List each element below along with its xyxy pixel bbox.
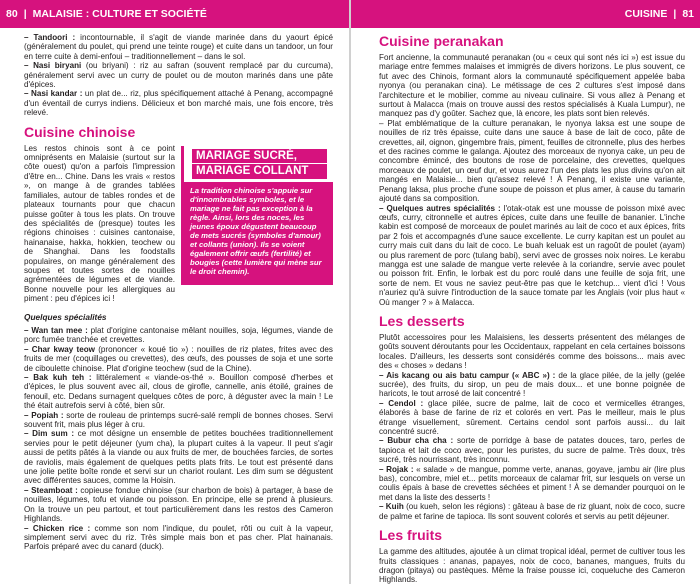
specialty-item-term: – Steamboat : bbox=[24, 485, 78, 495]
left-page bbox=[0, 0, 349, 584]
dessert-item-text: « salade » de mangue, pomme verte, ananas, goyave, jambu air (lire plus bas), concombre, miel et... petits morceaux de calamar frit, sur lesquels on verse un coulis épais à base de crevettes séchées et piment ! À se demander pourquoi on le met dans la liste des desserts ! bbox=[379, 464, 685, 502]
dessert-item bbox=[379, 502, 685, 521]
peranakan-item bbox=[379, 204, 685, 307]
specialty-item bbox=[24, 411, 333, 430]
specialty-item-text: comme son nom l'indique, du poulet, rôti ou cuit à la vapeur, simplement servi avec du riz. Très simple mais bon et pas cher. Plat hainanais. Parfois préparé avec du canard (duck). bbox=[24, 523, 333, 552]
desserts-list bbox=[379, 371, 685, 522]
intro-item bbox=[24, 33, 333, 61]
specialty-item-term: – Chicken rice : bbox=[24, 523, 91, 533]
chinese-intro-paragraph: Les restos chinois sont à ce point omniprésents en Malaisie (surtout sur la côte ouest) qu'on a parfois l'impression d'être en... Chine. Dans les vrais « restos », on mange à de grandes tablées familiales, autour de tables rondes et de plateaux tournants pour que chacun puisse goûter à tous les plats. On trouve des spécialités de (presque) toutes les régions chinoises : cuisines cantonaise, hainanaise, hakka, hokkien, teochew ou de Shanghai. Dans les foodstalls populaires, on mange généralement des soupes et toutes sortes de nouilles agrémentées de légumes et de viande. Bonne nouvelle pour les allergiques au piment : peu d'épices ici ! bbox=[24, 143, 175, 304]
box-title-line2: MARIAGE COLLANT bbox=[192, 164, 327, 179]
intro-item-term: – Nasi biryani bbox=[24, 61, 82, 71]
intro-item-text: un plat de... riz, plus spécifiquement attaché à Penang, accompagné d'un éventail de currys indiens. Délicieux et bon marché mais, une fois encore, très relevé. bbox=[24, 89, 333, 118]
specialty-item bbox=[24, 429, 333, 485]
specialty-item-term: – Bak kuh teh : bbox=[24, 373, 92, 382]
peranakan-item-text: l'otak-otak est une mousse de poisson mixé avec œufs, curry, citronnelle et autres épices, cuite dans une feuille de bananier. L'inche kabin est composé de morceaux de poulet marinés au lait de coco et aux épices, frits par 2 fois et accompagnés d'une sauce excellente. Le curry kapitan est un poulet au curry mais cuit dans du lait de coco. Le buah keluak est un ragoût de poulet (ayam) ou plus rarement de porc (tulang babi), servi avec de grosses noix noires. Le kerabu mangga est une salade de mangue verte relevée à la coriandre, servie avec poulet ou poisson frit. Enfin, le lorbak est du porc roulé dans une feuille de soja frit, une sorte de nem. Et vous ne saviez peut-être pas que le ketchup... vient d'ici ! Vous n'auriez qu'à suivre l'introduction de la sauce tomate par les Anglais (voir plus haut « Où manger ? » à Malacca. bbox=[379, 203, 685, 307]
specialty-item-term: – Wan tan mee : bbox=[24, 325, 88, 335]
specialty-item bbox=[24, 326, 333, 345]
subsection-title-specialites: Quelques spécialités bbox=[24, 311, 107, 322]
specialty-item bbox=[24, 345, 333, 373]
specialty-item-text: sorte de rouleau de printemps sucré-salé rempli de bonnes choses. Servi souvent frit, mais plus léger à cru. bbox=[24, 410, 333, 430]
peranakan-item-text: – Plat emblématique de la culture peranakan, le nyonya laksa est une soupe de nouilles de riz très épaisse, cuite dans une sauce à base de lait de coco, pâte de crevettes, ail, oignon, gingembre frais, piment, feuilles de citronnelle, plus des herbes et des racines comme le galanga. Ajoutez des morceaux de nyonya cake, un peu de concombre émincé, des boutons de rose de porcelaine, des crevettes, quelques morceaux de poulet, un œuf dur, et vous aurez l'un des plats les plus divins qu'on ait mangés en Malaisie... bien qu'assez relevé ! À Penang, il existe une variante, Penang laksa, plus proche d'une soupe de poisson et plus amer, à cause du tamarin ajouté dans sa composition. bbox=[379, 118, 685, 204]
specialty-item-term: – Dim sum : bbox=[24, 429, 75, 439]
specialty-item-text: plat d'origine cantonaise mêlant nouilles, soja, légumes, viande de porc fumée tranchée et crevettes. bbox=[24, 325, 333, 345]
peranakan-item bbox=[379, 119, 685, 204]
dessert-item-term: – Rojak : bbox=[379, 464, 414, 474]
dessert-item-term: – Kuih bbox=[379, 502, 404, 512]
intro-item bbox=[24, 89, 333, 117]
fruits-paragraph: La gamme des altitudes, ajoutée à un climat tropical idéal, permet de cultiver tous les fruits classiques : ananas, papayes, noix de coco, bananes, mangues, fruits du dragon (pitaya) ou pastèques. Même la fraise pousse ici, coqueluche des Cameron Highlands. bbox=[379, 547, 685, 584]
intro-item-text: incontournable, il s'agit de viande marinée dans du yaourt épicé (généralement du poulet, qui prend une teinte rouge) et cuite dans un tandoor, un four en terre cuite à demi-enfoui – traditionnellement – dans le sol. bbox=[24, 33, 333, 61]
box-title-line1: MARIAGE SUCRÉ, bbox=[192, 149, 327, 164]
specialty-item-term: – Popiah : bbox=[24, 410, 64, 420]
header-separator: | bbox=[23, 8, 27, 20]
left-column bbox=[24, 33, 333, 552]
box-title bbox=[184, 146, 333, 182]
page-edge-tab-right bbox=[692, 144, 700, 170]
peranakan-paragraphs bbox=[379, 53, 685, 307]
section-title-peranakan: Cuisine peranakan bbox=[379, 33, 504, 49]
peranakan-item-text: Fort ancienne, la communauté peranakan (ou « ceux qui sont nés ici ») est issue du mariage entre femmes malaises et immigrés de divers horizons. Le plus souvent, ce fut avec des Chinois, formant alors la communauté spécifiquement appelée baba nyonya (ou peranakan cina). Le métissage de ces 2 cultures s'est imposé dans l'architecture et le mobilier, comme au niveau culinaire. Si vous allez à Penang et surtout à Malacca (mais on trouve aussi des restos spécialisés à Kuala Lumpur), ne manquez pas d'y goûter. Sachez que, là encore, les plats sont bien relevés. bbox=[379, 53, 685, 119]
dessert-item-text: de la glace pilée, de la jelly (gelée sucrée), des fruits, du sirop, un peu de mais doux... et une bonne poignée de haricots, le tout arrosé de lait concentré ! bbox=[379, 370, 686, 399]
dessert-item-text: (ou kueh, selon les régions) : gâteau à base de riz gluant, noix de coco, sucre de palme et farine de tapioca. Ils sont souvent colorés et servis au petit déjeuner. bbox=[379, 502, 685, 521]
specialty-item-text: (prononcer « koué tio ») : nouilles de riz plates, frites avec des fruits de mer (coquillages ou crevettes), des œufs, des pousses de soja et une sorte de ciboulette chinoise. Plat d'origine teochew (sud de la Chine). bbox=[24, 344, 333, 373]
dessert-item-term: – Cendol : bbox=[379, 398, 424, 408]
sidebar-box-mariage bbox=[181, 146, 333, 285]
peranakan-item bbox=[379, 53, 685, 119]
right-running-title: CUISINE bbox=[624, 8, 668, 20]
dessert-item-term: – Bubur cha cha : bbox=[379, 436, 454, 446]
right-page-number: 81 bbox=[682, 8, 694, 20]
right-column bbox=[379, 33, 685, 584]
peranakan-item-term: – Quelques autres spécialités : bbox=[379, 203, 501, 213]
specialty-item bbox=[24, 524, 333, 552]
dessert-item-term: – Ais kacang ou ais batu campur (« ABC ») : bbox=[379, 370, 556, 380]
specialty-item-text: ce mot désigne un ensemble de petites bouchées traditionnellement servies pour le petit déjeuner (yum cha), la plupart cuites à la vapeur. Il peut s'agir aussi de petits pâtés à la viande ou aux fruits de mer, de bouchées farcies, de sortes de raviolis, mais également de quelques petits plats frits. Le tout est présenté dans une jolie petite boîte ronde et servi sur un chariot roulant. Les dim sum se dégustent avec différentes sauces, comme la Hoisin. bbox=[24, 429, 333, 486]
intro-item-text: (ou briyani) : riz au safran (souvent remplacé par du curcuma), généralement servi avec un curry de poulet ou de mouton marinés dans une pâte d'épices. bbox=[24, 61, 333, 90]
page-edge-tab-left bbox=[0, 160, 8, 186]
right-page-header bbox=[351, 0, 700, 28]
dessert-item bbox=[379, 465, 685, 503]
specialty-item bbox=[24, 486, 333, 524]
left-page-number: 80 bbox=[6, 8, 18, 20]
dessert-item-text: sorte de porridge à base de patates douces, taro, perles de tapioca et lait de coco avec, pour les puristes, du sucre de palme. Très doux, très sucré, très nourrissant, très inconnu. bbox=[379, 436, 685, 465]
desserts-intro: Plutôt accessoires pour les Malaisiens, les desserts présentent des mélanges de goûts souvent déroutants pour les Occidentaux, rappelant en cela certaines boissons locales. D'ailleurs, les desserts sont considérés comme des boissons... mais avec des « choses » dedans ! bbox=[379, 332, 685, 371]
intro-item-term: – Nasi kandar : bbox=[24, 89, 83, 99]
dessert-item bbox=[379, 371, 685, 399]
dessert-item-text: glace pilée, sucre de palme, lait de coco et vermicelles étranges, élaborés à base de farine de riz et colorés en vert. Pas le meilleur, mais le plus étrange visuellement, sûrement. Certains cendol sont parfois aussi... du lait concentré sucré. bbox=[379, 398, 685, 437]
right-page bbox=[351, 0, 700, 584]
specialties-list bbox=[24, 326, 333, 552]
specialty-item-term: – Char kway teow bbox=[24, 344, 95, 354]
left-running-title: MALAISIE : CULTURE ET SOCIÉTÉ bbox=[32, 8, 207, 20]
dessert-item bbox=[379, 436, 685, 464]
header-separator: | bbox=[673, 8, 677, 20]
section-title-desserts: Les desserts bbox=[379, 312, 465, 329]
specialty-item bbox=[24, 373, 333, 411]
intro-paragraphs bbox=[24, 33, 333, 118]
box-body: La tradition chinoise s'appuie sur d'innombrables symboles, et le mariage ne fait pas exception à la règle. Ainsi, lors des noces, les jeunes époux dégustent beaucoup de mets sucrés (symboles d'amour) et collants (union). Ils se voient également offrir œufs (fertilité) et bougies (cette lumière qui mène sur le droit chemin). bbox=[190, 185, 322, 276]
dessert-item bbox=[379, 399, 685, 437]
section-title-fruits: Les fruits bbox=[379, 527, 443, 544]
left-page-header bbox=[0, 0, 349, 28]
section-title-cuisine-chinoise: Cuisine chinoise bbox=[24, 123, 136, 140]
intro-item bbox=[24, 61, 333, 89]
specialty-item-text: littéralement « viande-os-thé ». Bouillon composé d'herbes et d'épices, le plus souvent avec ail, clous de girofle, cannelle, anis étoilé, graines de fenouil, etc. Dedans surnagent quelques côtes de porc, à déguster avec la main ! Le thé était autrefois servi à côté, bien sûr. bbox=[24, 373, 333, 411]
specialty-item-text: copieuse fondue chinoise (sur charbon de bois) à partager, à base de nouilles, légumes, tofu et viande ou poisson. En principe, elle se prend à plusieurs. On la trouve un peu partout, et tout particulièrement dans les restos des Cameron Highlands. bbox=[24, 485, 333, 524]
intro-item-term: – Tandoori : bbox=[24, 33, 76, 42]
